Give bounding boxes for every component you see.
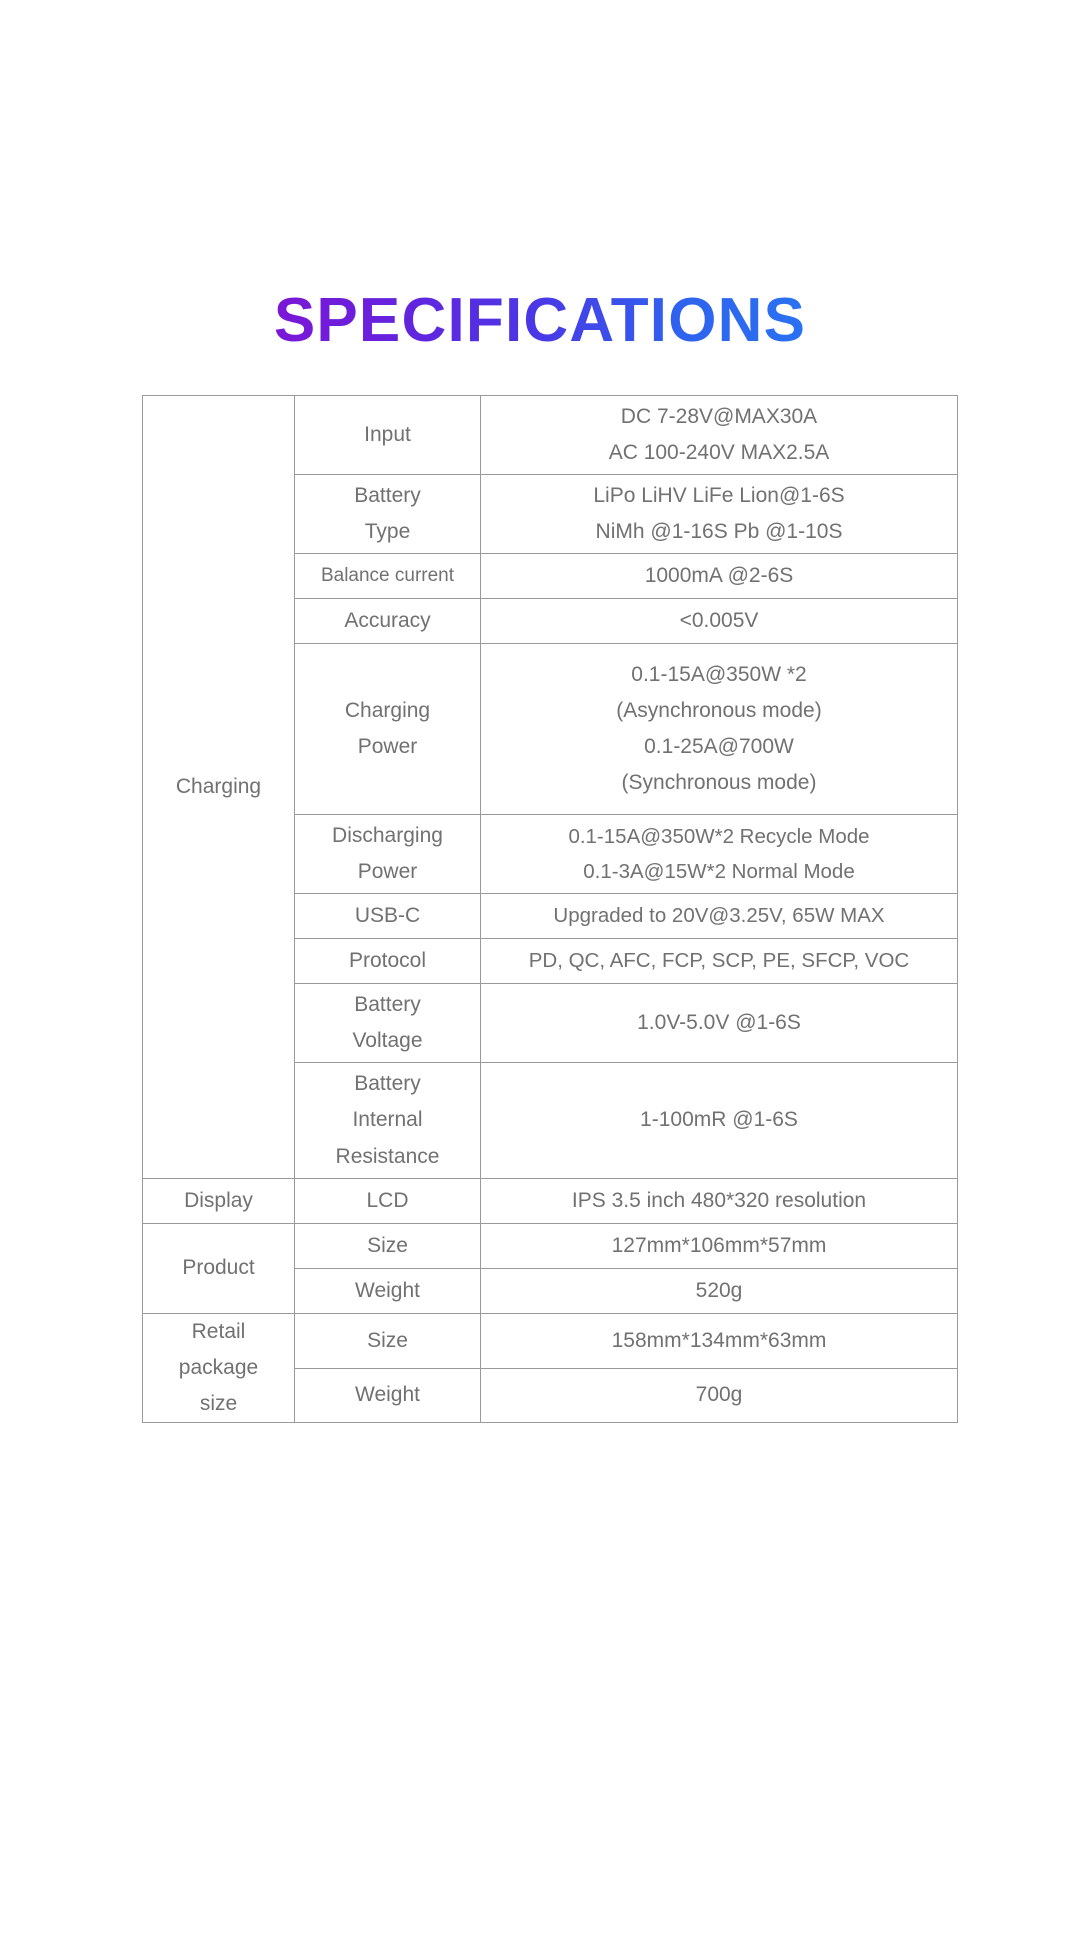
key-line: Input bbox=[364, 422, 411, 446]
key-cell-battery-voltage bbox=[295, 984, 481, 1063]
key-line: USB-C bbox=[354, 903, 421, 927]
key-line: Weight bbox=[355, 1278, 420, 1302]
value-cell-charging-power bbox=[481, 644, 958, 815]
key-line: Power bbox=[357, 735, 418, 758]
value-cell-lcd bbox=[481, 1179, 958, 1224]
key-cell-input bbox=[295, 396, 481, 475]
key-cell-retail-weight bbox=[295, 1368, 481, 1423]
group-cell-product: Product bbox=[143, 1224, 295, 1314]
value-cell-usb-c bbox=[481, 894, 958, 939]
group-line: Retail bbox=[191, 1320, 246, 1343]
value-line: DC 7-28V@MAX30A bbox=[620, 404, 818, 428]
key-line: LCD bbox=[366, 1188, 409, 1212]
value-cell-retail-weight bbox=[481, 1368, 958, 1423]
value-line: (Synchronous mode) bbox=[621, 771, 817, 795]
key-line: Resistance bbox=[335, 1144, 440, 1168]
key-line: Power bbox=[357, 860, 418, 883]
key-cell-balance-current bbox=[295, 554, 481, 599]
value-cell-accuracy bbox=[481, 599, 958, 644]
value-line: 1-100mR @1-6S bbox=[640, 1108, 798, 1132]
key-line: Internal bbox=[352, 1108, 423, 1132]
value-cell-balance-current bbox=[481, 554, 958, 599]
value-line: 127mm*106mm*57mm bbox=[611, 1233, 827, 1257]
value-line: 520g bbox=[695, 1278, 743, 1302]
value-cell-battery-type bbox=[481, 475, 958, 554]
value-line: Upgraded to 20V@3.25V, 65W MAX bbox=[553, 904, 885, 928]
key-line: Balance current bbox=[320, 564, 455, 586]
table-row bbox=[143, 1224, 958, 1269]
key-cell-battery-internal-resistance bbox=[295, 1063, 481, 1179]
key-line: Voltage bbox=[352, 1029, 423, 1052]
key-line: Size bbox=[367, 1233, 408, 1257]
group-line: package bbox=[178, 1356, 259, 1380]
group-cell-retail-package-size bbox=[143, 1314, 295, 1423]
group-line: size bbox=[199, 1392, 238, 1416]
key-line: Battery bbox=[354, 1072, 421, 1096]
key-line: Type bbox=[364, 520, 411, 543]
value-line: 1000mA @2-6S bbox=[644, 563, 794, 587]
value-cell-battery-internal-resistance bbox=[481, 1063, 958, 1179]
value-line: 158mm*134mm*63mm bbox=[611, 1328, 827, 1352]
value-line: (Asynchronous mode) bbox=[616, 698, 822, 722]
value-cell-retail-size bbox=[481, 1314, 958, 1369]
key-line: Accuracy bbox=[344, 608, 431, 632]
key-line: Battery bbox=[354, 483, 421, 507]
key-cell-charging-power bbox=[295, 644, 481, 815]
value-line: AC 100-240V MAX2.5A bbox=[608, 441, 830, 464]
key-cell-product-weight bbox=[295, 1269, 481, 1314]
value-line: NiMh @1-16S Pb @1-10S bbox=[595, 520, 843, 543]
page-title: SPECIFICATIONS bbox=[273, 285, 807, 355]
key-line: Protocol bbox=[348, 948, 427, 972]
key-cell-usb-c bbox=[295, 894, 481, 939]
key-cell-product-size bbox=[295, 1224, 481, 1269]
key-line: Weight bbox=[355, 1383, 420, 1407]
key-cell-protocol bbox=[295, 939, 481, 984]
value-cell-protocol bbox=[481, 939, 958, 984]
value-line: 0.1-15A@350W *2 bbox=[631, 662, 807, 686]
key-line: Size bbox=[367, 1328, 408, 1352]
group-cell-charging: Charging bbox=[143, 396, 295, 1179]
value-line: LiPo LiHV LiFe Lion@1-6S bbox=[593, 483, 845, 507]
value-cell-product-weight bbox=[481, 1269, 958, 1314]
value-line: 0.1-3A@15W*2 Normal Mode bbox=[583, 860, 855, 883]
value-line: 700g bbox=[695, 1383, 743, 1407]
table-row bbox=[143, 1314, 958, 1369]
group-cell-display: Display bbox=[143, 1179, 295, 1224]
value-line: 1.0V-5.0V @1-6S bbox=[637, 1010, 801, 1034]
value-cell-product-size bbox=[481, 1224, 958, 1269]
key-line: Discharging bbox=[332, 823, 443, 847]
page-title-container bbox=[0, 248, 1080, 393]
value-line: PD, QC, AFC, FCP, SCP, PE, SFCP, VOC bbox=[528, 949, 910, 973]
value-line: <0.005V bbox=[679, 608, 759, 632]
specifications-table-container bbox=[142, 395, 957, 1423]
table-row bbox=[143, 396, 958, 475]
key-cell-retail-size bbox=[295, 1314, 481, 1369]
specifications-table bbox=[142, 395, 958, 1423]
value-cell-battery-voltage bbox=[481, 984, 958, 1063]
key-cell-accuracy bbox=[295, 599, 481, 644]
key-cell-battery-type bbox=[295, 475, 481, 554]
table-row bbox=[143, 1179, 958, 1224]
value-line: 0.1-15A@350W*2 Recycle Mode bbox=[568, 824, 870, 848]
value-cell-discharging-power bbox=[481, 815, 958, 894]
value-line: 0.1-25A@700W bbox=[644, 735, 794, 758]
key-cell-lcd bbox=[295, 1179, 481, 1224]
key-cell-discharging-power bbox=[295, 815, 481, 894]
key-line: Battery bbox=[354, 992, 421, 1016]
key-line: Charging bbox=[344, 698, 431, 722]
value-line: IPS 3.5 inch 480*320 resolution bbox=[571, 1188, 867, 1212]
value-cell-input bbox=[481, 396, 958, 475]
